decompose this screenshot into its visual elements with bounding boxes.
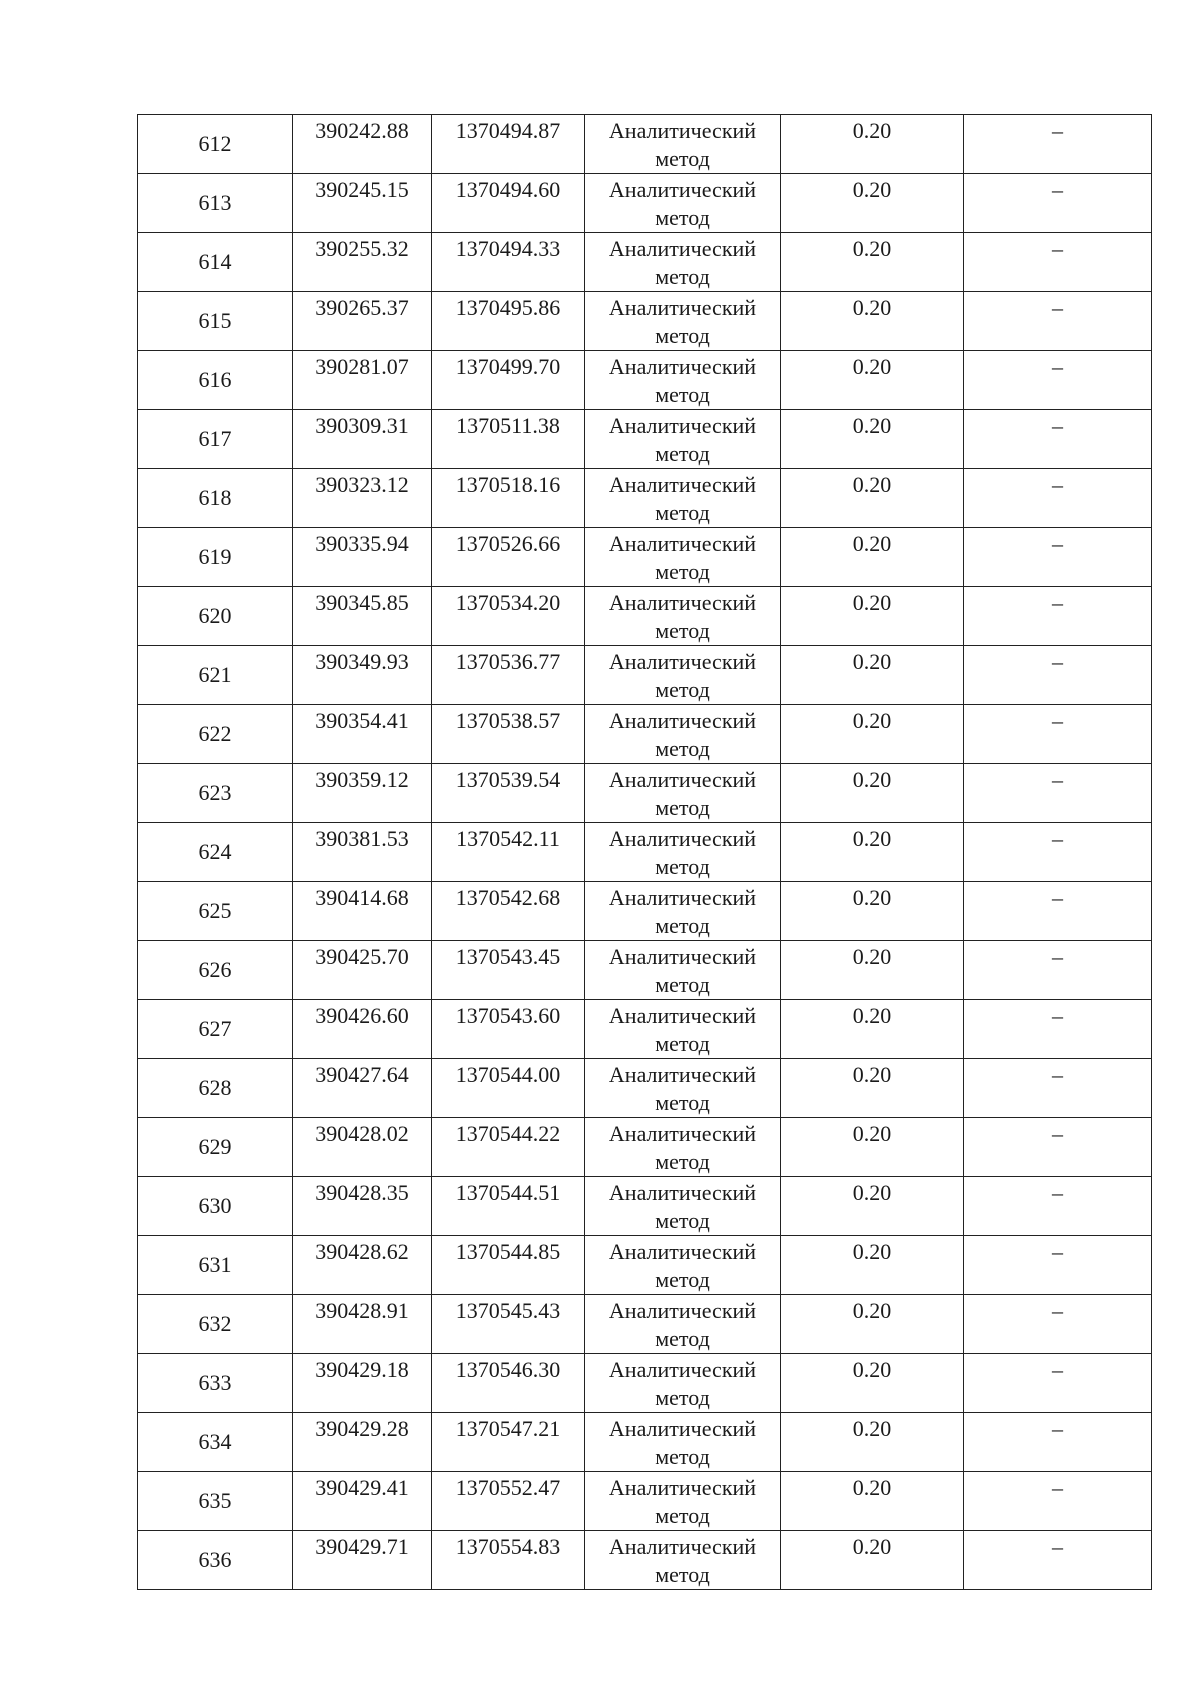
note-cell: –	[964, 941, 1152, 1000]
table-row	[138, 1354, 1152, 1413]
y-coordinate-cell: 1370542.68	[432, 882, 585, 941]
y-coordinate-cell: 1370544.22	[432, 1118, 585, 1177]
method-cell	[585, 1118, 781, 1177]
y-coordinate-cell: 1370495.86	[432, 292, 585, 351]
accuracy-cell: 0.20	[781, 1059, 964, 1118]
point-number-cell: 632	[138, 1295, 293, 1354]
note-cell: –	[964, 1295, 1152, 1354]
y-coordinate-cell: 1370543.60	[432, 1000, 585, 1059]
note-cell: –	[964, 410, 1152, 469]
table-row	[138, 233, 1152, 292]
method-text-line2: метод	[655, 854, 710, 879]
y-coordinate-cell: 1370518.16	[432, 469, 585, 528]
method-text-line1: Аналитический	[608, 354, 757, 379]
accuracy-cell: 0.20	[781, 646, 964, 705]
y-coordinate-cell: 1370511.38	[432, 410, 585, 469]
method-text-line2: метод	[655, 1031, 710, 1056]
method-text-line2: метод	[655, 264, 710, 289]
method-cell	[585, 705, 781, 764]
method-text-line1: Аналитический	[608, 708, 757, 733]
note-cell: –	[964, 1118, 1152, 1177]
method-text-line1: Аналитический	[608, 1475, 757, 1500]
method-text-line1: Аналитический	[608, 1180, 757, 1205]
note-cell: –	[964, 705, 1152, 764]
note-cell: –	[964, 1531, 1152, 1590]
note-cell: –	[964, 1354, 1152, 1413]
x-coordinate-cell: 390323.12	[293, 469, 432, 528]
method-text-line1: Аналитический	[608, 767, 757, 792]
x-coordinate-cell: 390335.94	[293, 528, 432, 587]
x-coordinate-cell: 390425.70	[293, 941, 432, 1000]
table-row	[138, 587, 1152, 646]
note-cell: –	[964, 882, 1152, 941]
table-row	[138, 115, 1152, 174]
method-text-line2: метод	[655, 146, 710, 171]
method-text-line2: метод	[655, 1267, 710, 1292]
point-number-cell: 631	[138, 1236, 293, 1295]
table-row	[138, 1118, 1152, 1177]
method-text-line2: метод	[655, 1149, 710, 1174]
method-text-line2: метод	[655, 618, 710, 643]
method-text-line1: Аналитический	[608, 236, 757, 261]
table-row	[138, 1472, 1152, 1531]
point-number-cell: 614	[138, 233, 293, 292]
point-number-cell: 625	[138, 882, 293, 941]
note-cell: –	[964, 292, 1152, 351]
x-coordinate-cell: 390349.93	[293, 646, 432, 705]
accuracy-cell: 0.20	[781, 469, 964, 528]
table-row	[138, 1295, 1152, 1354]
note-cell: –	[964, 351, 1152, 410]
table-row	[138, 764, 1152, 823]
method-cell	[585, 1531, 781, 1590]
y-coordinate-cell: 1370499.70	[432, 351, 585, 410]
accuracy-cell: 0.20	[781, 1177, 964, 1236]
table-row	[138, 646, 1152, 705]
y-coordinate-cell: 1370494.60	[432, 174, 585, 233]
point-number-cell: 612	[138, 115, 293, 174]
point-number-cell: 629	[138, 1118, 293, 1177]
accuracy-cell: 0.20	[781, 587, 964, 646]
method-text-line2: метод	[655, 913, 710, 938]
method-cell	[585, 1236, 781, 1295]
y-coordinate-cell: 1370539.54	[432, 764, 585, 823]
point-number-cell: 615	[138, 292, 293, 351]
point-number-cell: 618	[138, 469, 293, 528]
y-coordinate-cell: 1370534.20	[432, 587, 585, 646]
x-coordinate-cell: 390428.35	[293, 1177, 432, 1236]
accuracy-cell: 0.20	[781, 1118, 964, 1177]
y-coordinate-cell: 1370552.47	[432, 1472, 585, 1531]
note-cell: –	[964, 528, 1152, 587]
note-cell: –	[964, 1177, 1152, 1236]
table-row	[138, 174, 1152, 233]
method-text-line2: метод	[655, 559, 710, 584]
point-number-cell: 628	[138, 1059, 293, 1118]
note-cell: –	[964, 174, 1152, 233]
method-text-line1: Аналитический	[608, 118, 757, 143]
method-text-line2: метод	[655, 441, 710, 466]
accuracy-cell: 0.20	[781, 115, 964, 174]
table-row	[138, 882, 1152, 941]
point-number-cell: 622	[138, 705, 293, 764]
method-cell	[585, 1000, 781, 1059]
point-number-cell: 616	[138, 351, 293, 410]
point-number-cell: 613	[138, 174, 293, 233]
method-text-line2: метод	[655, 677, 710, 702]
y-coordinate-cell: 1370545.43	[432, 1295, 585, 1354]
table-row	[138, 469, 1152, 528]
note-cell: –	[964, 646, 1152, 705]
method-text-line1: Аналитический	[608, 472, 757, 497]
note-cell: –	[964, 115, 1152, 174]
accuracy-cell: 0.20	[781, 764, 964, 823]
note-cell: –	[964, 764, 1152, 823]
point-number-cell: 636	[138, 1531, 293, 1590]
accuracy-cell: 0.20	[781, 410, 964, 469]
method-text-line2: метод	[655, 382, 710, 407]
x-coordinate-cell: 390429.18	[293, 1354, 432, 1413]
method-text-line2: метод	[655, 1090, 710, 1115]
method-text-line1: Аналитический	[608, 1416, 757, 1441]
method-text-line1: Аналитический	[608, 1121, 757, 1146]
accuracy-cell: 0.20	[781, 1413, 964, 1472]
x-coordinate-cell: 390359.12	[293, 764, 432, 823]
method-text-line2: метод	[655, 1503, 710, 1528]
accuracy-cell: 0.20	[781, 1354, 964, 1413]
table-row	[138, 941, 1152, 1000]
table-row	[138, 1531, 1152, 1590]
method-text-line2: метод	[655, 795, 710, 820]
method-cell	[585, 1413, 781, 1472]
x-coordinate-cell: 390428.62	[293, 1236, 432, 1295]
note-cell: –	[964, 1236, 1152, 1295]
note-cell: –	[964, 1000, 1152, 1059]
coordinates-table	[137, 114, 1152, 1590]
x-coordinate-cell: 390428.91	[293, 1295, 432, 1354]
method-cell	[585, 941, 781, 1000]
note-cell: –	[964, 1413, 1152, 1472]
method-text-line1: Аналитический	[608, 1357, 757, 1382]
method-text-line1: Аналитический	[608, 826, 757, 851]
y-coordinate-cell: 1370544.00	[432, 1059, 585, 1118]
method-cell	[585, 1059, 781, 1118]
method-text-line2: метод	[655, 1562, 710, 1587]
accuracy-cell: 0.20	[781, 1531, 964, 1590]
point-number-cell: 621	[138, 646, 293, 705]
method-cell	[585, 646, 781, 705]
y-coordinate-cell: 1370546.30	[432, 1354, 585, 1413]
method-text-line1: Аналитический	[608, 1534, 757, 1559]
accuracy-cell: 0.20	[781, 1295, 964, 1354]
method-text-line1: Аналитический	[608, 1239, 757, 1264]
table-row	[138, 292, 1152, 351]
method-cell	[585, 882, 781, 941]
table-row	[138, 1236, 1152, 1295]
method-cell	[585, 469, 781, 528]
method-text-line1: Аналитический	[608, 531, 757, 556]
x-coordinate-cell: 390428.02	[293, 1118, 432, 1177]
accuracy-cell: 0.20	[781, 941, 964, 1000]
point-number-cell: 624	[138, 823, 293, 882]
method-cell	[585, 1295, 781, 1354]
note-cell: –	[964, 233, 1152, 292]
accuracy-cell: 0.20	[781, 882, 964, 941]
note-cell: –	[964, 1472, 1152, 1531]
method-text-line2: метод	[655, 736, 710, 761]
method-text-line2: метод	[655, 500, 710, 525]
x-coordinate-cell: 390281.07	[293, 351, 432, 410]
method-cell	[585, 1472, 781, 1531]
method-text-line1: Аналитический	[608, 1003, 757, 1028]
method-text-line1: Аналитический	[608, 413, 757, 438]
accuracy-cell: 0.20	[781, 292, 964, 351]
method-text-line1: Аналитический	[608, 885, 757, 910]
point-number-cell: 617	[138, 410, 293, 469]
point-number-cell: 619	[138, 528, 293, 587]
method-text-line2: метод	[655, 1385, 710, 1410]
method-cell	[585, 410, 781, 469]
method-text-line1: Аналитический	[608, 295, 757, 320]
x-coordinate-cell: 390309.31	[293, 410, 432, 469]
method-text-line1: Аналитический	[608, 1062, 757, 1087]
table-row	[138, 1059, 1152, 1118]
accuracy-cell: 0.20	[781, 528, 964, 587]
y-coordinate-cell: 1370554.83	[432, 1531, 585, 1590]
x-coordinate-cell: 390255.32	[293, 233, 432, 292]
method-cell	[585, 292, 781, 351]
method-text-line2: метод	[655, 205, 710, 230]
point-number-cell: 633	[138, 1354, 293, 1413]
y-coordinate-cell: 1370542.11	[432, 823, 585, 882]
method-text-line1: Аналитический	[608, 177, 757, 202]
point-number-cell: 635	[138, 1472, 293, 1531]
x-coordinate-cell: 390429.41	[293, 1472, 432, 1531]
point-number-cell: 627	[138, 1000, 293, 1059]
method-text-line2: метод	[655, 972, 710, 997]
method-cell	[585, 351, 781, 410]
method-text-line1: Аналитический	[608, 944, 757, 969]
y-coordinate-cell: 1370536.77	[432, 646, 585, 705]
x-coordinate-cell: 390265.37	[293, 292, 432, 351]
table-row	[138, 1177, 1152, 1236]
method-cell	[585, 174, 781, 233]
method-cell	[585, 1354, 781, 1413]
method-text-line2: метод	[655, 1326, 710, 1351]
note-cell: –	[964, 587, 1152, 646]
method-cell	[585, 764, 781, 823]
accuracy-cell: 0.20	[781, 823, 964, 882]
y-coordinate-cell: 1370494.87	[432, 115, 585, 174]
method-cell	[585, 528, 781, 587]
table-row	[138, 1413, 1152, 1472]
table-row	[138, 823, 1152, 882]
method-cell	[585, 587, 781, 646]
x-coordinate-cell: 390427.64	[293, 1059, 432, 1118]
y-coordinate-cell: 1370544.85	[432, 1236, 585, 1295]
table-row	[138, 705, 1152, 764]
point-number-cell: 623	[138, 764, 293, 823]
point-number-cell: 620	[138, 587, 293, 646]
x-coordinate-cell: 390242.88	[293, 115, 432, 174]
point-number-cell: 630	[138, 1177, 293, 1236]
y-coordinate-cell: 1370543.45	[432, 941, 585, 1000]
y-coordinate-cell: 1370544.51	[432, 1177, 585, 1236]
accuracy-cell: 0.20	[781, 1000, 964, 1059]
y-coordinate-cell: 1370538.57	[432, 705, 585, 764]
method-text-line1: Аналитический	[608, 590, 757, 615]
x-coordinate-cell: 390345.85	[293, 587, 432, 646]
accuracy-cell: 0.20	[781, 1236, 964, 1295]
method-cell	[585, 823, 781, 882]
method-text-line2: метод	[655, 1444, 710, 1469]
table-row	[138, 410, 1152, 469]
method-cell	[585, 115, 781, 174]
note-cell: –	[964, 823, 1152, 882]
x-coordinate-cell: 390381.53	[293, 823, 432, 882]
method-cell	[585, 233, 781, 292]
x-coordinate-cell: 390429.71	[293, 1531, 432, 1590]
x-coordinate-cell: 390426.60	[293, 1000, 432, 1059]
x-coordinate-cell: 390414.68	[293, 882, 432, 941]
x-coordinate-cell: 390245.15	[293, 174, 432, 233]
y-coordinate-cell: 1370494.33	[432, 233, 585, 292]
y-coordinate-cell: 1370526.66	[432, 528, 585, 587]
accuracy-cell: 0.20	[781, 233, 964, 292]
note-cell: –	[964, 1059, 1152, 1118]
method-text-line2: метод	[655, 1208, 710, 1233]
accuracy-cell: 0.20	[781, 351, 964, 410]
method-text-line2: метод	[655, 323, 710, 348]
x-coordinate-cell: 390354.41	[293, 705, 432, 764]
table-body	[138, 115, 1152, 1590]
note-cell: –	[964, 469, 1152, 528]
method-text-line1: Аналитический	[608, 1298, 757, 1323]
accuracy-cell: 0.20	[781, 705, 964, 764]
y-coordinate-cell: 1370547.21	[432, 1413, 585, 1472]
point-number-cell: 634	[138, 1413, 293, 1472]
table-row	[138, 1000, 1152, 1059]
x-coordinate-cell: 390429.28	[293, 1413, 432, 1472]
accuracy-cell: 0.20	[781, 1472, 964, 1531]
accuracy-cell: 0.20	[781, 174, 964, 233]
table-row	[138, 351, 1152, 410]
point-number-cell: 626	[138, 941, 293, 1000]
method-text-line1: Аналитический	[608, 649, 757, 674]
table-row	[138, 528, 1152, 587]
method-cell	[585, 1177, 781, 1236]
